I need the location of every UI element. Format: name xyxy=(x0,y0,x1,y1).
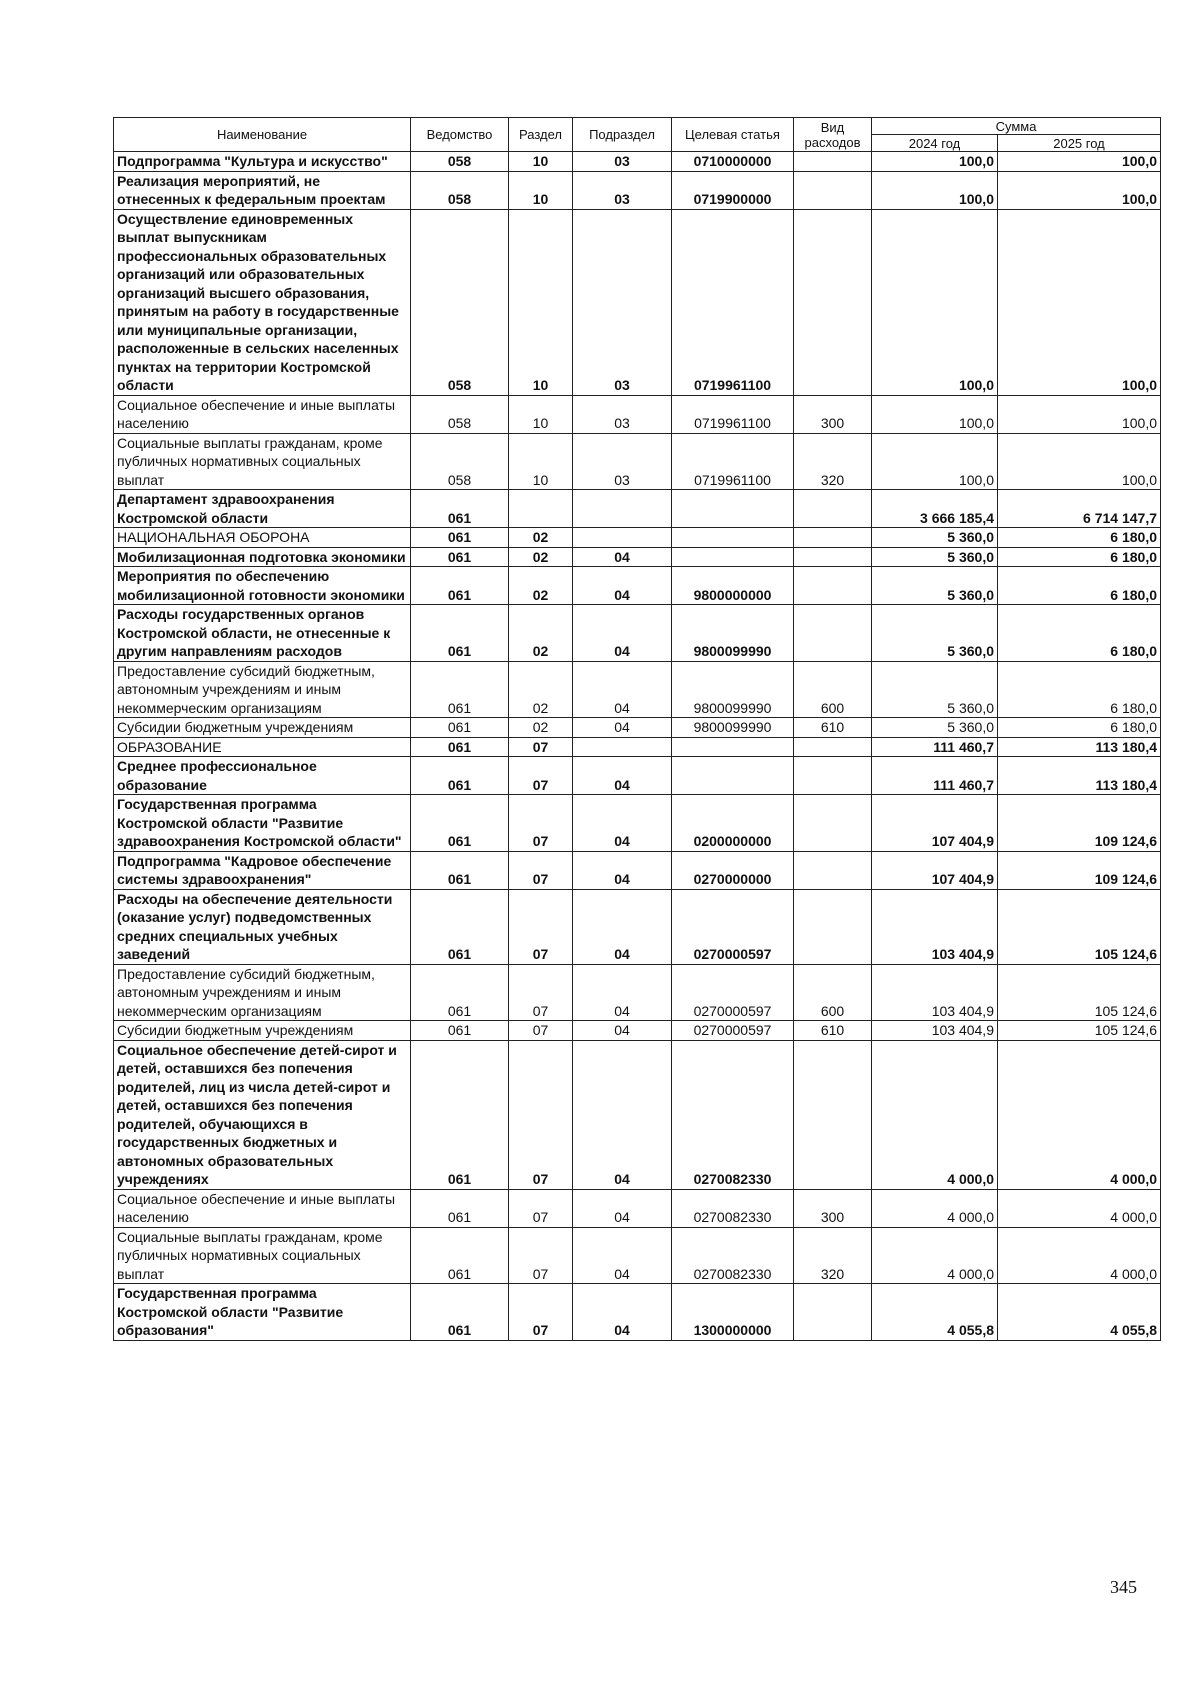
row-expense-type: 320 xyxy=(794,1227,872,1284)
row-subsection: 04 xyxy=(573,795,672,852)
row-sum-2025: 113 180,4 xyxy=(998,737,1161,757)
row-sum-2025: 100,0 xyxy=(998,152,1161,172)
row-sum-2024: 4 055,8 xyxy=(872,1284,998,1341)
row-sum-2025: 109 124,6 xyxy=(998,795,1161,852)
row-expense-type: 610 xyxy=(794,1021,872,1041)
row-section: 10 xyxy=(509,209,573,395)
header-expense-type: Вид расходов xyxy=(794,118,872,152)
row-target-article: 0270000597 xyxy=(672,889,794,964)
table-row xyxy=(114,718,1161,738)
row-sum-2024: 4 000,0 xyxy=(872,1227,998,1284)
row-target-article: 9800000000 xyxy=(672,567,794,605)
row-department: 061 xyxy=(411,757,509,795)
row-department: 061 xyxy=(411,490,509,528)
table-row xyxy=(114,567,1161,605)
row-subsection: 04 xyxy=(573,718,672,738)
row-sum-2024: 100,0 xyxy=(872,209,998,395)
row-sum-2024: 100,0 xyxy=(872,395,998,433)
row-target-article xyxy=(672,490,794,528)
row-sum-2025: 6 180,0 xyxy=(998,547,1161,567)
row-target-article: 1300000000 xyxy=(672,1284,794,1341)
row-department: 061 xyxy=(411,795,509,852)
table-row xyxy=(114,795,1161,852)
row-section: 07 xyxy=(509,1189,573,1227)
row-section: 10 xyxy=(509,433,573,490)
row-name: Департамент здравоохранения Костромской области xyxy=(114,490,411,528)
table-row xyxy=(114,209,1161,395)
row-expense-type xyxy=(794,757,872,795)
row-sum-2024: 107 404,9 xyxy=(872,795,998,852)
header-subsection: Подраздел xyxy=(573,118,672,152)
row-name: Социальное обеспечение детей-сирот и детей, оставшихся без попечения родителей, лиц из числа детей-сирот и детей, оставшихся без попечения родителей, обучающихся в государственных бюджетных и автономных образовательных учреждениях xyxy=(114,1040,411,1189)
row-department: 061 xyxy=(411,1284,509,1341)
row-section: 02 xyxy=(509,718,573,738)
row-target-article xyxy=(672,547,794,567)
row-sum-2024: 111 460,7 xyxy=(872,737,998,757)
row-expense-type xyxy=(794,567,872,605)
table-row xyxy=(114,1189,1161,1227)
table-row xyxy=(114,171,1161,209)
table-row xyxy=(114,737,1161,757)
row-section: 07 xyxy=(509,1021,573,1041)
row-expense-type xyxy=(794,528,872,548)
row-section: 02 xyxy=(509,661,573,718)
row-name: Мобилизационная подготовка экономики xyxy=(114,547,411,567)
row-section: 07 xyxy=(509,1040,573,1189)
page-number: 345 xyxy=(1110,1577,1137,1597)
table-header xyxy=(114,118,1161,152)
table-row xyxy=(114,528,1161,548)
row-subsection xyxy=(573,528,672,548)
row-target-article: 0719961100 xyxy=(672,209,794,395)
header-target-article: Целевая статья xyxy=(672,118,794,152)
row-name: ОБРАЗОВАНИЕ xyxy=(114,737,411,757)
row-sum-2024: 111 460,7 xyxy=(872,757,998,795)
row-department: 061 xyxy=(411,889,509,964)
row-sum-2024: 4 000,0 xyxy=(872,1189,998,1227)
row-sum-2025: 4 000,0 xyxy=(998,1227,1161,1284)
row-target-article: 0719961100 xyxy=(672,433,794,490)
row-department: 061 xyxy=(411,547,509,567)
row-target-article xyxy=(672,737,794,757)
row-department: 061 xyxy=(411,528,509,548)
row-subsection: 04 xyxy=(573,1040,672,1189)
row-name: Подпрограмма "Культура и искусство" xyxy=(114,152,411,172)
row-section: 10 xyxy=(509,171,573,209)
row-target-article: 0270082330 xyxy=(672,1227,794,1284)
row-department: 058 xyxy=(411,395,509,433)
table-row xyxy=(114,547,1161,567)
row-sum-2024: 5 360,0 xyxy=(872,718,998,738)
row-sum-2024: 107 404,9 xyxy=(872,851,998,889)
row-target-article: 0270082330 xyxy=(672,1040,794,1189)
row-section: 02 xyxy=(509,528,573,548)
row-name: Социальные выплаты гражданам, кроме публичных нормативных социальных выплат xyxy=(114,433,411,490)
row-target-article: 0710000000 xyxy=(672,152,794,172)
table-row xyxy=(114,490,1161,528)
row-subsection: 03 xyxy=(573,395,672,433)
row-sum-2024: 5 360,0 xyxy=(872,528,998,548)
row-sum-2024: 5 360,0 xyxy=(872,605,998,662)
row-sum-2025: 105 124,6 xyxy=(998,1021,1161,1041)
budget-table xyxy=(113,117,1161,1341)
row-section: 07 xyxy=(509,737,573,757)
row-expense-type xyxy=(794,889,872,964)
row-department: 061 xyxy=(411,851,509,889)
row-sum-2025: 6 180,0 xyxy=(998,718,1161,738)
row-subsection: 04 xyxy=(573,1021,672,1041)
row-subsection: 04 xyxy=(573,661,672,718)
row-section: 07 xyxy=(509,851,573,889)
row-sum-2025: 100,0 xyxy=(998,395,1161,433)
table-row xyxy=(114,433,1161,490)
row-name: Среднее профессиональное образование xyxy=(114,757,411,795)
row-subsection: 03 xyxy=(573,171,672,209)
row-expense-type xyxy=(794,152,872,172)
row-sum-2025: 4 000,0 xyxy=(998,1189,1161,1227)
row-name: Субсидии бюджетным учреждениям xyxy=(114,1021,411,1041)
row-subsection xyxy=(573,490,672,528)
row-sum-2024: 100,0 xyxy=(872,171,998,209)
row-department: 061 xyxy=(411,661,509,718)
row-sum-2024: 103 404,9 xyxy=(872,964,998,1021)
row-section: 02 xyxy=(509,547,573,567)
row-department: 061 xyxy=(411,605,509,662)
row-section: 07 xyxy=(509,889,573,964)
row-target-article: 0200000000 xyxy=(672,795,794,852)
header-year-2024: 2024 год xyxy=(872,135,998,152)
table-row xyxy=(114,1040,1161,1189)
row-department: 058 xyxy=(411,152,509,172)
row-sum-2024: 100,0 xyxy=(872,152,998,172)
row-department: 061 xyxy=(411,1227,509,1284)
row-expense-type: 600 xyxy=(794,964,872,1021)
row-name: Предоставление субсидий бюджетным, автономным учреждениям и иным некоммерческим организациям xyxy=(114,964,411,1021)
table-row xyxy=(114,395,1161,433)
row-expense-type: 610 xyxy=(794,718,872,738)
row-name: Социальное обеспечение и иные выплаты населению xyxy=(114,1189,411,1227)
row-name: Субсидии бюджетным учреждениям xyxy=(114,718,411,738)
row-subsection: 04 xyxy=(573,757,672,795)
row-department: 061 xyxy=(411,964,509,1021)
row-name: Социальные выплаты гражданам, кроме публичных нормативных социальных выплат xyxy=(114,1227,411,1284)
row-subsection: 04 xyxy=(573,1189,672,1227)
row-expense-type xyxy=(794,851,872,889)
table-row xyxy=(114,605,1161,662)
row-expense-type xyxy=(794,547,872,567)
row-sum-2025: 6 180,0 xyxy=(998,567,1161,605)
row-section: 07 xyxy=(509,795,573,852)
row-department: 061 xyxy=(411,567,509,605)
row-expense-type: 300 xyxy=(794,1189,872,1227)
row-section: 07 xyxy=(509,757,573,795)
row-section: 02 xyxy=(509,567,573,605)
row-department: 058 xyxy=(411,209,509,395)
row-subsection: 03 xyxy=(573,433,672,490)
row-subsection: 04 xyxy=(573,605,672,662)
row-sum-2025: 6 180,0 xyxy=(998,528,1161,548)
row-section: 10 xyxy=(509,152,573,172)
row-name: Расходы государственных органов Костромской области, не отнесенные к другим направлениям расходов xyxy=(114,605,411,662)
row-expense-type xyxy=(794,737,872,757)
row-expense-type: 320 xyxy=(794,433,872,490)
row-sum-2025: 100,0 xyxy=(998,209,1161,395)
row-sum-2024: 4 000,0 xyxy=(872,1040,998,1189)
row-subsection: 04 xyxy=(573,964,672,1021)
row-name: Осуществление единовременных выплат выпускникам профессиональных образовательных организаций или образовательных организаций высшего образования, принятым на работу в государственные или муниципальные организации, расположенные в сельских населенных пунктах на территории Костромской области xyxy=(114,209,411,395)
row-section: 07 xyxy=(509,1284,573,1341)
header-sum: Сумма xyxy=(872,118,1161,135)
table-row xyxy=(114,1284,1161,1341)
row-sum-2025: 6 714 147,7 xyxy=(998,490,1161,528)
row-name: Социальное обеспечение и иные выплаты населению xyxy=(114,395,411,433)
row-subsection: 04 xyxy=(573,889,672,964)
row-sum-2025: 105 124,6 xyxy=(998,964,1161,1021)
row-target-article: 0270000000 xyxy=(672,851,794,889)
row-sum-2024: 5 360,0 xyxy=(872,547,998,567)
row-expense-type xyxy=(794,490,872,528)
header-name: Наименование xyxy=(114,118,411,152)
row-sum-2025: 6 180,0 xyxy=(998,605,1161,662)
row-sum-2024: 100,0 xyxy=(872,433,998,490)
row-name: Подпрограмма "Кадровое обеспечение системы здравоохранения" xyxy=(114,851,411,889)
row-subsection: 04 xyxy=(573,1284,672,1341)
row-sum-2025: 6 180,0 xyxy=(998,661,1161,718)
row-subsection: 04 xyxy=(573,547,672,567)
table-row xyxy=(114,889,1161,964)
row-target-article: 9800099990 xyxy=(672,661,794,718)
row-expense-type xyxy=(794,1040,872,1189)
table-row xyxy=(114,152,1161,172)
table-row xyxy=(114,757,1161,795)
row-department: 058 xyxy=(411,433,509,490)
row-target-article: 0270082330 xyxy=(672,1189,794,1227)
row-sum-2025: 105 124,6 xyxy=(998,889,1161,964)
row-target-article: 0270000597 xyxy=(672,964,794,1021)
row-target-article: 0270000597 xyxy=(672,1021,794,1041)
row-subsection: 04 xyxy=(573,1227,672,1284)
row-department: 061 xyxy=(411,1040,509,1189)
row-expense-type: 300 xyxy=(794,395,872,433)
row-sum-2025: 100,0 xyxy=(998,171,1161,209)
row-section: 10 xyxy=(509,395,573,433)
header-section: Раздел xyxy=(509,118,573,152)
row-department: 061 xyxy=(411,718,509,738)
row-expense-type xyxy=(794,209,872,395)
row-section: 02 xyxy=(509,605,573,662)
row-sum-2024: 103 404,9 xyxy=(872,889,998,964)
row-target-article: 0719900000 xyxy=(672,171,794,209)
row-sum-2024: 103 404,9 xyxy=(872,1021,998,1041)
table-row xyxy=(114,1021,1161,1041)
row-expense-type: 600 xyxy=(794,661,872,718)
row-department: 061 xyxy=(411,737,509,757)
row-name: Государственная программа Костромской области "Развитие образования" xyxy=(114,1284,411,1341)
row-section: 07 xyxy=(509,1227,573,1284)
table-row xyxy=(114,661,1161,718)
row-name: Государственная программа Костромской области "Развитие здравоохранения Костромской области" xyxy=(114,795,411,852)
row-name: Мероприятия по обеспечению мобилизационной готовности экономики xyxy=(114,567,411,605)
row-sum-2025: 100,0 xyxy=(998,433,1161,490)
row-sum-2025: 109 124,6 xyxy=(998,851,1161,889)
table-row xyxy=(114,1227,1161,1284)
row-subsection: 04 xyxy=(573,851,672,889)
row-subsection: 03 xyxy=(573,152,672,172)
row-sum-2024: 3 666 185,4 xyxy=(872,490,998,528)
table-row xyxy=(114,964,1161,1021)
row-target-article: 0719961100 xyxy=(672,395,794,433)
row-name: Реализация мероприятий, не отнесенных к федеральным проектам xyxy=(114,171,411,209)
row-department: 058 xyxy=(411,171,509,209)
row-subsection: 04 xyxy=(573,567,672,605)
row-department: 061 xyxy=(411,1189,509,1227)
row-sum-2025: 4 000,0 xyxy=(998,1040,1161,1189)
row-sum-2024: 5 360,0 xyxy=(872,661,998,718)
row-subsection xyxy=(573,737,672,757)
header-year-2025: 2025 год xyxy=(998,135,1161,152)
row-sum-2025: 113 180,4 xyxy=(998,757,1161,795)
row-department: 061 xyxy=(411,1021,509,1041)
row-expense-type xyxy=(794,605,872,662)
row-target-article: 9800099990 xyxy=(672,718,794,738)
row-section xyxy=(509,490,573,528)
row-expense-type xyxy=(794,171,872,209)
row-expense-type xyxy=(794,1284,872,1341)
row-expense-type xyxy=(794,795,872,852)
row-target-article xyxy=(672,757,794,795)
row-name: Расходы на обеспечение деятельности (оказание услуг) подведомственных средних специальных учебных заведений xyxy=(114,889,411,964)
header-department: Ведомство xyxy=(411,118,509,152)
table-row xyxy=(114,851,1161,889)
row-subsection: 03 xyxy=(573,209,672,395)
row-sum-2024: 5 360,0 xyxy=(872,567,998,605)
row-target-article: 9800099990 xyxy=(672,605,794,662)
row-target-article xyxy=(672,528,794,548)
row-name: НАЦИОНАЛЬНАЯ ОБОРОНА xyxy=(114,528,411,548)
table-body xyxy=(114,152,1161,1341)
row-sum-2025: 4 055,8 xyxy=(998,1284,1161,1341)
row-name: Предоставление субсидий бюджетным, автономным учреждениям и иным некоммерческим организациям xyxy=(114,661,411,718)
row-section: 07 xyxy=(509,964,573,1021)
